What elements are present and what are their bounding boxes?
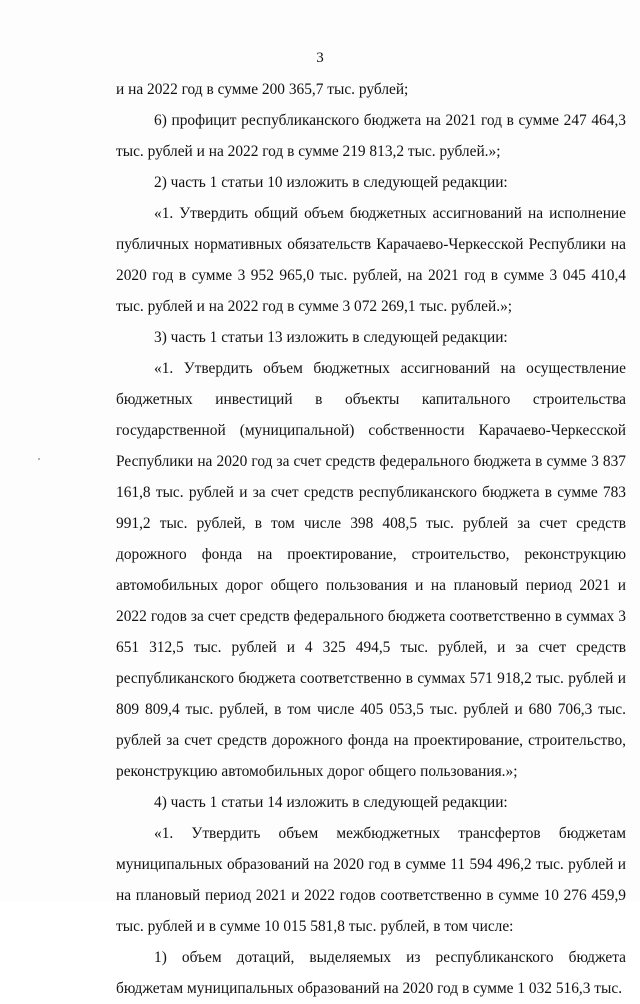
paragraph-amend-article-10: 2) часть 1 статьи 10 изложить в следующей редакции: bbox=[154, 174, 508, 191]
paragraph-article-13-text: «1. Утвердить объем бюджетных ассигнований на осуществление бюджетных инвестиций в объекты капитального строительства государственной (муниципальной) собственности Карачаево-Черкесской Республики на 2020 год за счет средств федерального бюджета в сумме 3 837 161,8 тыс. рублей и за счет средств республиканского бюджета в сумме 783 991,2 тыс. рублей, в том числе 398 408,5 тыс. рублей за счет средств дорожного фонда на проектирование, строительство, реконструкцию автомобильных дорог общего пользования и на плановый период 2021 и 2022 годов за счет средств федерального бюджета соответственно в суммах 3 651 312,5 тыс. рублей и 4 325 494,5 тыс. рублей, и за счет средств республиканского бюджета соответственно в суммах 571 918,2 тыс. рублей и 809 809,4 тыс. рублей, в том числе 405 053,5 тыс. рублей и 680 706,3 тыс. рублей за счет средств дорожного фонда на проектирование, строительство, реконструкцию автомобильных дорог общего пользования.»; bbox=[116, 360, 626, 780]
paragraph-article-14-text: «1. Утвердить объем межбюджетных трансфертов бюджетам муниципальных образований на 2020 год в сумме 11 594 496,2 тыс. рублей и на плановый период 2021 и 2022 годов соответственно в сумме 10 276 459,9 тыс. рублей и в сумме 10 015 581,8 тыс. рублей, в том числе: bbox=[116, 825, 626, 935]
paragraph-continuation: и на 2022 год в сумме 200 365,7 тыс. рублей; bbox=[116, 81, 409, 98]
paragraph-item-6-surplus: 6) профицит республиканского бюджета на 2021 год в сумме 247 464,3 тыс. рублей и на 2022 год в сумме 219 813,2 тыс. рублей.»; bbox=[116, 112, 626, 160]
document-body bbox=[116, 74, 626, 1004]
paragraph-article-10-text: «1. Утвердить общий объем бюджетных ассигнований на исполнение публичных нормативных обязательств Карачаево-Черкесской Республики на 2020 год в сумме 3 952 965,0 тыс. рублей, на 2021 год в сумме 3 045 410,4 тыс. рублей и на 2022 год в сумме 3 072 269,1 тыс. рублей.»; bbox=[116, 205, 626, 315]
page-number: 3 bbox=[316, 50, 324, 66]
paragraph-subsidies-item-1: 1) объем дотаций, выделяемых из республиканского бюджета бюджетам муниципальных образований на 2020 год в сумме 1 032 516,3 тыс. bbox=[116, 949, 626, 997]
paragraph-amend-article-14: 4) часть 1 статьи 14 изложить в следующей редакции: bbox=[154, 794, 508, 811]
paragraph-amend-article-13: 3) часть 1 статьи 13 изложить в следующей редакции: bbox=[154, 329, 508, 346]
scan-speck bbox=[38, 458, 40, 460]
